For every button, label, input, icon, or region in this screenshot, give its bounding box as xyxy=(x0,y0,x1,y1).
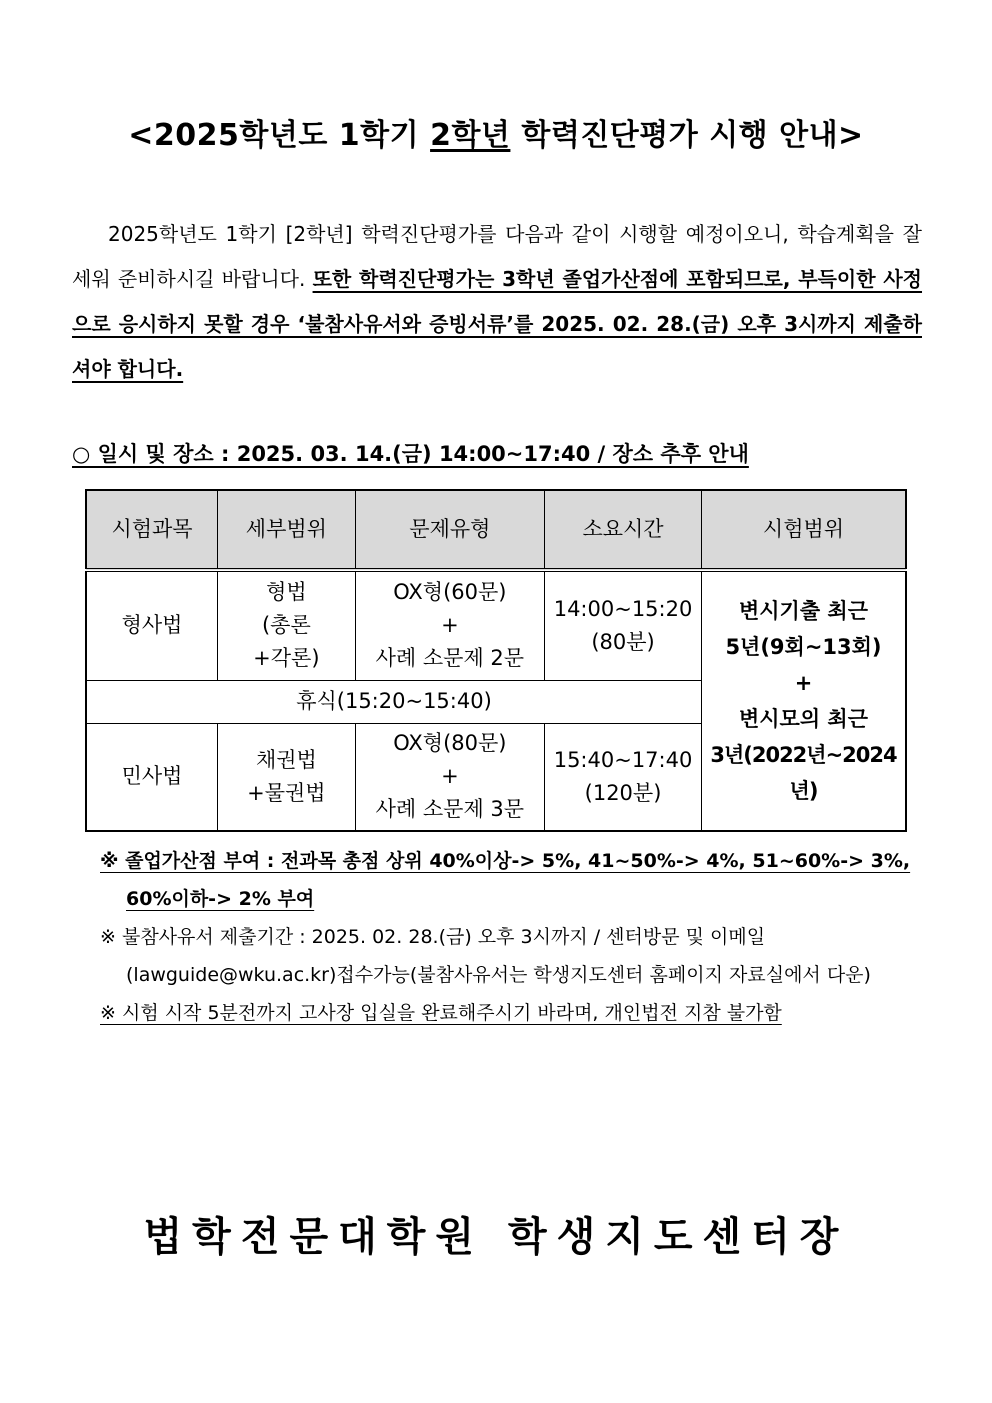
scope-line: 5년(9회~13회) xyxy=(725,635,882,659)
criminal-time xyxy=(545,570,702,680)
civil-subject: 민사법 xyxy=(86,723,218,831)
note-bonus-line: ※ 졸업가산점 부여 : 전과목 총점 상위 40%이상-> 5%, 41~50%-> 4%, 51~60%-> 3%, xyxy=(100,850,911,872)
criminal-type xyxy=(355,570,544,680)
note-absence-line: ※ 불참사유서 제출기간 : 2025. 02. 28.(금) 오후 3시까지 / 센터방문 및 이메일 xyxy=(100,926,766,948)
signature: 법학전문대학원 학생지도센터장 xyxy=(143,1214,849,1260)
civil-type-line: 사례 소문제 3문 xyxy=(375,797,525,822)
exam-scope xyxy=(701,570,906,831)
table-row-criminal xyxy=(86,570,906,680)
civil-range xyxy=(218,723,356,831)
criminal-time-line: 14:00~15:20 xyxy=(553,596,693,621)
intro-paragraph xyxy=(72,212,922,392)
note-absence-submission xyxy=(100,918,922,994)
civil-time xyxy=(545,723,702,831)
header-type: 문제유형 xyxy=(355,490,544,570)
note-absence-line: (lawguide@wku.ac.kr)접수가능(불참사유서는 학생지도센터 홈페이지 자료실에서 다운) xyxy=(126,964,871,986)
scope-line: 변시모의 최근 xyxy=(738,707,868,731)
header-scope: 시험범위 xyxy=(701,490,906,570)
criminal-range-line: +각론) xyxy=(253,646,320,671)
note-bonus-points xyxy=(100,842,922,918)
criminal-subject: 형사법 xyxy=(86,570,218,680)
title-suffix: 학력진단평가 시행 안내> xyxy=(510,118,864,153)
criminal-type-line: OX형(60문) xyxy=(393,580,507,605)
criminal-range-line: (총론 xyxy=(261,613,311,638)
criminal-type-line: + xyxy=(441,613,459,638)
schedule-line: ○ 일시 및 장소 : 2025. 03. 14.(금) 14:00~17:40 / 장소 추후 안내 xyxy=(72,442,749,466)
note-bonus-line: 60%이하-> 2% 부여 xyxy=(126,888,315,910)
title-grade: 2학년 xyxy=(430,118,511,153)
break-cell: 휴식(15:20~15:40) xyxy=(86,680,701,723)
note-entry-rule: ※ 시험 시작 5분전까지 고사장 입실을 완료해주시기 바라며, 개인법전 지참 불가함 xyxy=(100,1002,782,1024)
document-title xyxy=(0,110,992,154)
table-header-row xyxy=(86,490,906,570)
intro-main: 2025학년도 1학기 [2학년] 학력진단평가를 다음과 같이 시행할 예정이오니, 학습계획을 잘 세워 준비하시길 바랍니다. xyxy=(72,222,922,291)
civil-time-line: (120분) xyxy=(584,780,662,805)
civil-range-line: 채권법 xyxy=(255,747,317,772)
header-range: 세부범위 xyxy=(218,490,356,570)
header-time: 소요시간 xyxy=(545,490,702,570)
header-subject: 시험과목 xyxy=(86,490,218,570)
criminal-range-line: 형법 xyxy=(266,580,307,605)
criminal-time-line: (80분) xyxy=(591,629,655,654)
scope-line: + xyxy=(794,671,813,695)
scope-line: 3년(2022년~2024년) xyxy=(710,743,897,803)
civil-range-line: +물권법 xyxy=(247,780,326,805)
exam-table xyxy=(85,489,907,832)
civil-type-line: OX형(80문) xyxy=(393,731,507,756)
title-prefix: <2025학년도 1학기 xyxy=(128,118,431,153)
criminal-range xyxy=(218,570,356,680)
civil-time-line: 15:40~17:40 xyxy=(553,747,693,772)
civil-type xyxy=(355,723,544,831)
intro-notice: 또한 학력진단평가는 3학년 졸업가산점에 포함되므로, 부득이한 사정으로 응시하지 못할 경우 ‘불참사유서와 증빙서류’를 2025. 02. 28.(금) 오후 3시까지 제출하셔야 합니다. xyxy=(72,267,923,381)
civil-type-line: + xyxy=(441,764,459,789)
scope-line: 변시기출 최근 xyxy=(738,599,868,623)
notes-section xyxy=(100,842,922,1032)
criminal-type-line: 사례 소문제 2문 xyxy=(375,646,525,671)
